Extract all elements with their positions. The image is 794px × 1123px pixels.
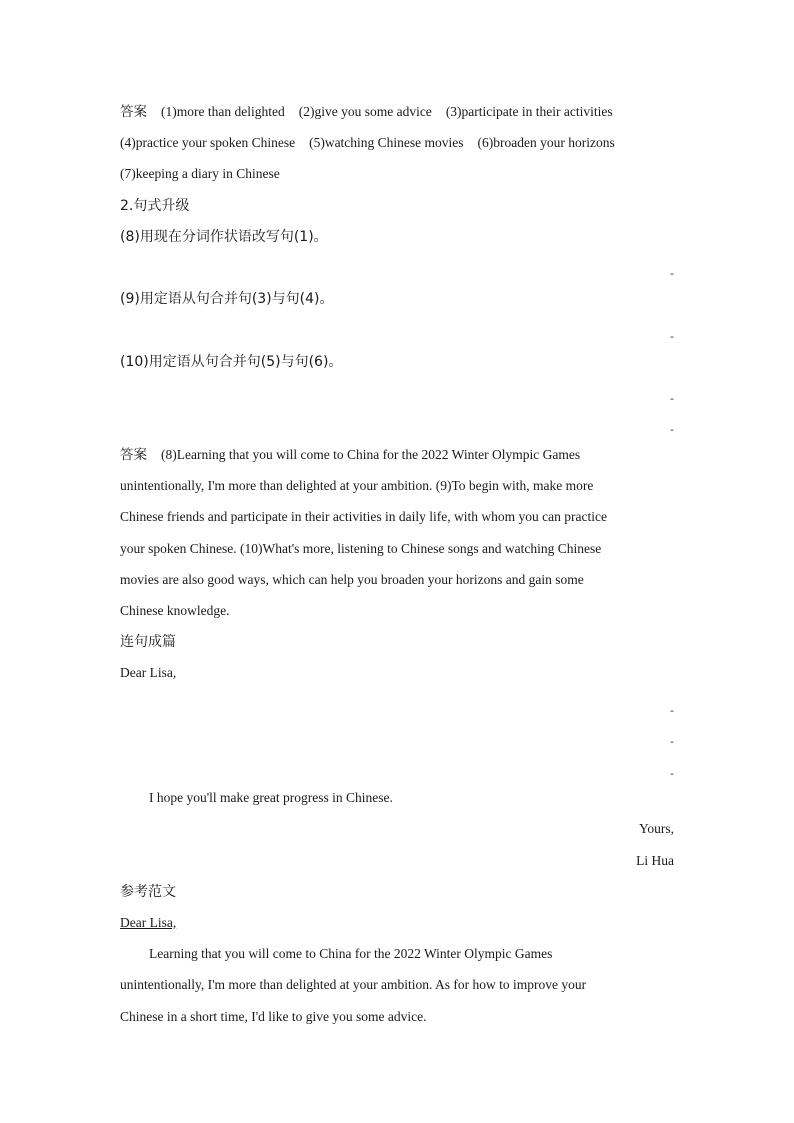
question-10: (10)用定语从句合并句(5)与句(6)。 bbox=[120, 354, 343, 370]
blank-line-marker: - bbox=[670, 734, 674, 748]
letter-closing-line: I hope you'll make great progress in Chinese. bbox=[149, 790, 393, 805]
sample-line: Learning that you will come to China for the 2022 Winter Olympic Games bbox=[149, 946, 553, 961]
answer-label: 答案 bbox=[120, 104, 147, 120]
letter-signoff: Yours, bbox=[638, 821, 674, 836]
answer2-line: Chinese friends and participate in their activities in daily life, with whom you can practice bbox=[120, 509, 607, 524]
sample-line: unintentionally, I'm more than delighted at your ambition. As for how to improve your bbox=[120, 977, 587, 992]
compose-title: 连句成篇 bbox=[120, 634, 176, 650]
section-title: 2.句式升级 bbox=[120, 198, 190, 214]
answer2-line bbox=[120, 446, 680, 464]
answer-line-1 bbox=[120, 103, 680, 121]
letter-signature: Li Hua bbox=[636, 853, 674, 868]
blank-line-marker: - bbox=[670, 329, 674, 343]
sample-greeting: Dear Lisa, bbox=[120, 915, 177, 930]
answer-item: (1)more than delighted bbox=[161, 104, 285, 119]
blank-line-marker: - bbox=[670, 391, 674, 405]
answer2-text: (8)Learning that you will come to China for the 2022 Winter Olympic Games bbox=[161, 447, 581, 462]
answer-line-3 bbox=[120, 165, 680, 183]
sample-line: Chinese in a short time, I'd like to give you some advice. bbox=[120, 1009, 427, 1024]
answer-item: (2)give you some advice bbox=[298, 104, 432, 119]
sample-title: 参考范文 bbox=[120, 884, 176, 900]
letter-greeting: Dear Lisa, bbox=[120, 665, 177, 680]
answer-label: 答案 bbox=[120, 447, 147, 463]
answer2-line: movies are also good ways, which can help you broaden your horizons and gain some bbox=[120, 572, 584, 587]
answer-item: (7)keeping a diary in Chinese bbox=[120, 166, 280, 181]
question-8: (8)用现在分词作状语改写句(1)。 bbox=[120, 229, 328, 245]
answer-item: (3)participate in their activities bbox=[445, 104, 613, 119]
answer-item: (5)watching Chinese movies bbox=[309, 135, 464, 150]
blank-line-marker: - bbox=[670, 766, 674, 780]
answer2-line: unintentionally, I'm more than delighted at your ambition. (9)To begin with, make more bbox=[120, 478, 594, 493]
blank-line-marker: - bbox=[670, 266, 674, 280]
question-9: (9)用定语从句合并句(3)与句(4)。 bbox=[120, 291, 334, 307]
blank-line-marker: - bbox=[670, 422, 674, 436]
answer-item: (6)broaden your horizons bbox=[477, 135, 615, 150]
answer2-line: your spoken Chinese. (10)What's more, listening to Chinese songs and watching Chinese bbox=[120, 541, 602, 556]
blank-line-marker: - bbox=[670, 703, 674, 717]
answer-item: (4)practice your spoken Chinese bbox=[120, 135, 296, 150]
answer-line-2 bbox=[120, 134, 680, 152]
sample-greeting-row bbox=[120, 914, 680, 932]
answer2-line: Chinese knowledge. bbox=[120, 603, 230, 618]
